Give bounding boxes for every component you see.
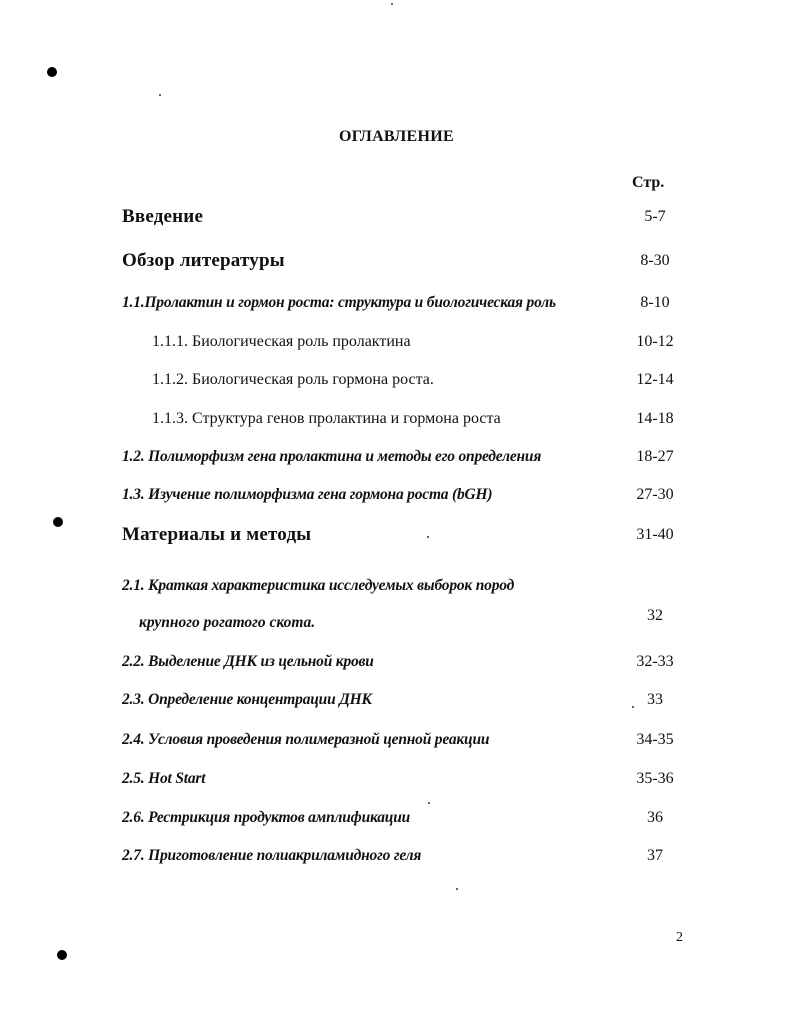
toc-entry-label: 2.2. Выделение ДНК из цельной крови [122, 653, 374, 670]
toc-entry-pages: 14-18 [636, 410, 674, 427]
toc-entry-pages: 10-12 [636, 333, 674, 350]
binder-hole-top [47, 67, 57, 77]
toc-entry-pages: 12-14 [636, 371, 674, 388]
toc-entry-2-1[interactable] [0, 577, 793, 601]
toc-entry-pages: 27-30 [636, 486, 674, 503]
toc-entry-2-7[interactable] [0, 847, 793, 871]
toc-entry-pages: 37 [647, 847, 663, 864]
toc-entry-label: 1.1.1. Биологическая роль пролактина [152, 333, 411, 350]
toc-entry-2-6[interactable] [0, 809, 793, 833]
toc-entry-2-2[interactable] [0, 653, 793, 677]
binder-hole-bottom [57, 950, 67, 960]
toc-entry-1-1-1[interactable] [0, 333, 793, 357]
toc-entry-pages: 32 [647, 607, 663, 624]
toc-entry-pages: 8-30 [640, 252, 670, 269]
toc-entry-label: 2.7. Приготовление полиакриламидного геля [122, 847, 422, 864]
scan-speck [391, 3, 393, 5]
toc-entry-label: 2.4. Условия проведения полимеразной цепной реакции [122, 731, 490, 748]
toc-entry-materials-methods[interactable] [0, 524, 793, 548]
toc-entry-label: 1.2. Полиморфизм гена пролактина и методы его определения [122, 448, 542, 465]
toc-entry-1-3[interactable] [0, 486, 793, 510]
toc-entry-label: 1.1.2. Биологическая роль гормона роста. [152, 371, 434, 388]
toc-entry-pages: 18-27 [636, 448, 674, 465]
scan-speck [428, 802, 430, 804]
toc-entry-label: Обзор литературы [122, 250, 285, 271]
toc-entry-label: 2.1. Краткая характеристика исследуемых выборок пород [122, 577, 515, 594]
toc-entry-pages: 32-33 [636, 653, 674, 670]
toc-entry-pages: 33 [647, 691, 663, 708]
toc-entry-2-3[interactable] [0, 691, 793, 715]
toc-entry-pages: 31-40 [636, 526, 674, 543]
toc-entry-pages: 5-7 [644, 208, 666, 225]
toc-entry-2-4[interactable] [0, 731, 793, 755]
scan-speck [456, 888, 458, 890]
toc-title: ОГЛАВЛЕНИЕ [339, 128, 454, 145]
toc-entry-introduction[interactable] [0, 206, 793, 230]
toc-entry-pages: 8-10 [640, 294, 670, 311]
toc-entry-label: Введение [122, 206, 204, 227]
page-column-header: Стр. [632, 174, 665, 191]
toc-entry-2-5[interactable] [0, 770, 793, 794]
toc-entry-label: 2.6. Рестрикция продуктов амплификации [122, 809, 411, 826]
toc-entry-1-1[interactable] [0, 294, 793, 318]
toc-entry-1-1-2[interactable] [0, 371, 793, 395]
page-number: 2 [676, 930, 683, 945]
toc-entry-pages: 36 [647, 809, 663, 826]
toc-entry-label: 1.1.Пролактин и гормон роста: структура и биологическая роль [122, 294, 556, 311]
toc-entry-2-1-continuation: крупного рогатого скота. [139, 614, 316, 631]
scan-speck [159, 94, 161, 96]
toc-entry-label: 2.3. Определение концентрации ДНК [122, 691, 372, 708]
toc-entry-2-1-pages-row [0, 607, 793, 631]
toc-entry-label: Материалы и методы [122, 524, 312, 545]
toc-entry-label: 1.1.3. Структура генов пролактина и гормона роста [152, 410, 501, 427]
toc-entry-pages: 35-36 [636, 770, 674, 787]
toc-entry-literature-review[interactable] [0, 250, 793, 274]
toc-entry-label: 1.3. Изучение полиморфизма гена гормона роста (bGH) [122, 486, 493, 503]
toc-entry-1-1-3[interactable] [0, 410, 793, 434]
toc-entry-1-2[interactable] [0, 448, 793, 472]
toc-entry-label: 2.5. Hot Start [122, 770, 206, 787]
toc-entry-pages: 34-35 [636, 731, 674, 748]
